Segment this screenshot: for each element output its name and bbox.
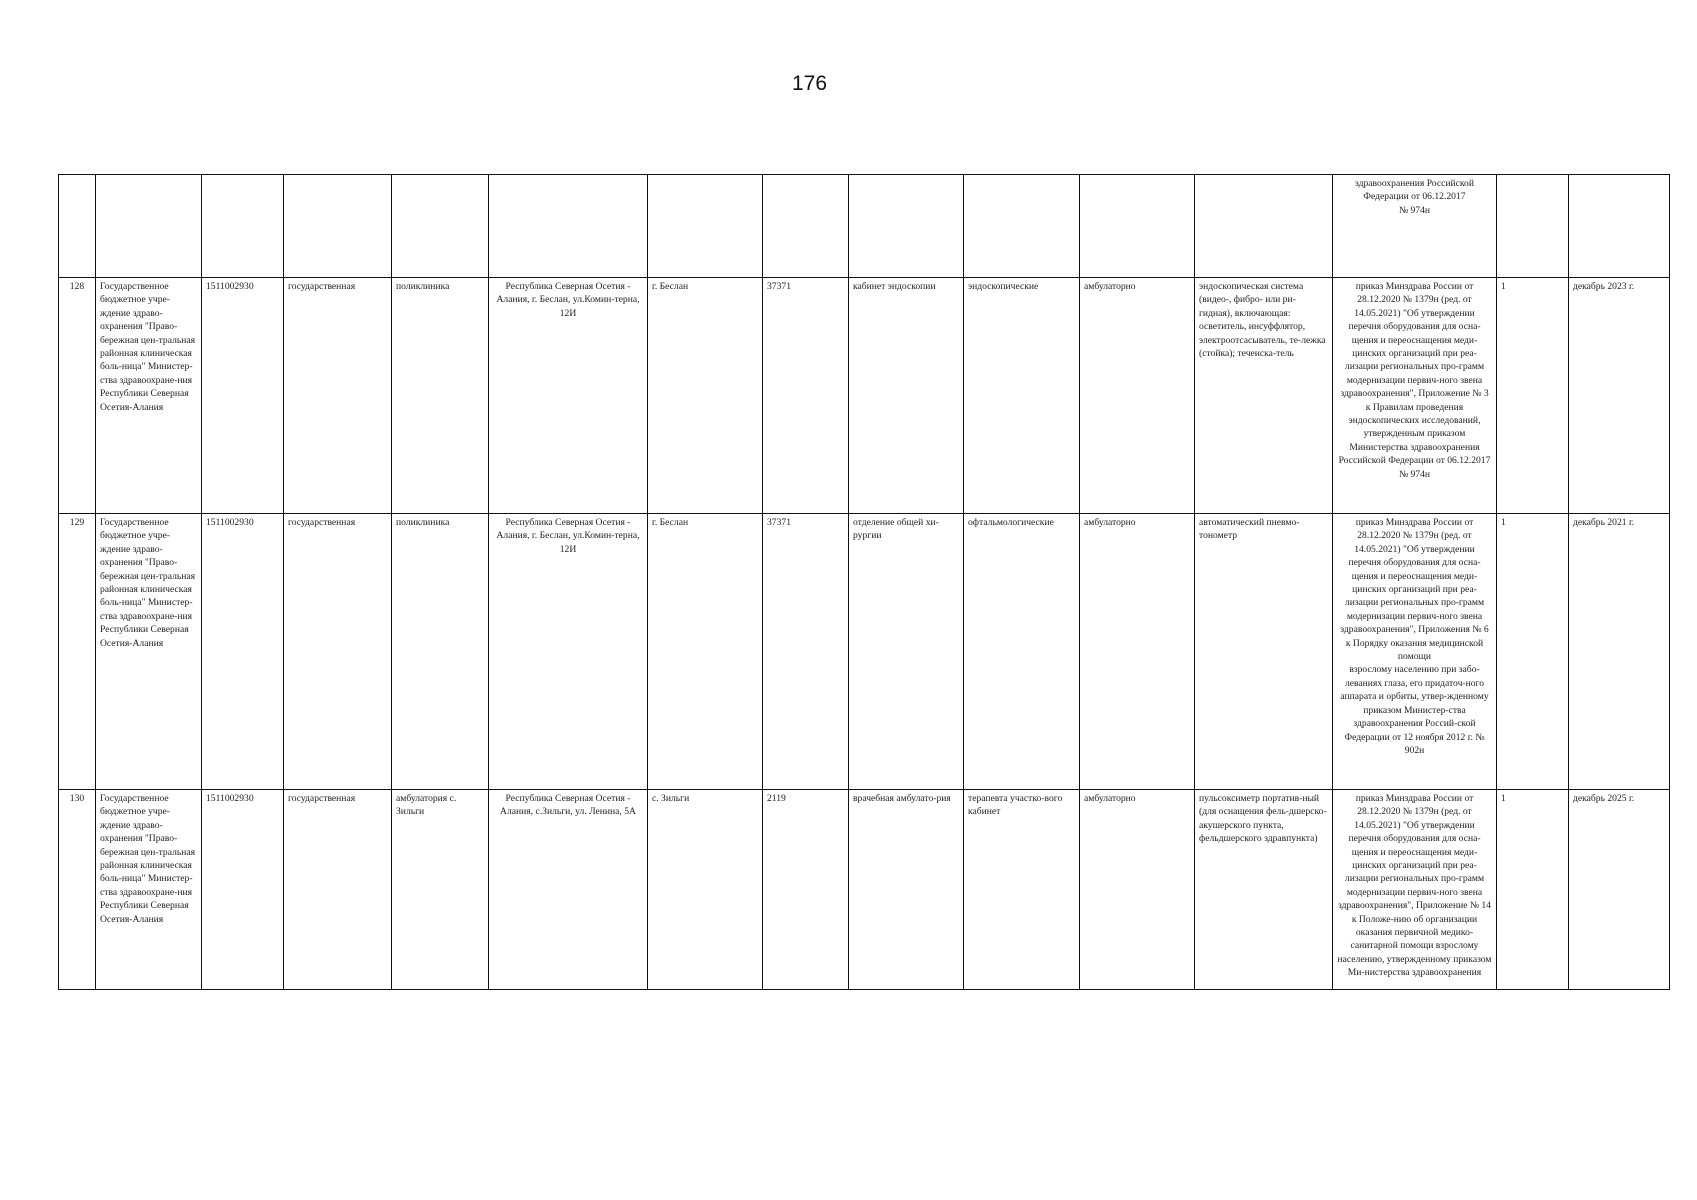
table-row xyxy=(59,790,1670,990)
cell-basis: здравоохранения Российской Федерации от 06.12.2017 № 974н xyxy=(1333,175,1497,278)
cell-care-form: амбулаторно xyxy=(1080,790,1195,990)
cell-org: Государственное бюджетное учре-ждение здраво-охранения "Право-бережная цен-тральная районная клиническая боль-ница" Министер-ства здравоохране-ния Республики Северная Осетия-Алания xyxy=(96,514,202,790)
cell-inn: 1511002930 xyxy=(202,278,284,514)
cell-equipment xyxy=(1195,175,1333,278)
cell-date: декабрь 2023 г. xyxy=(1569,278,1670,514)
cell-quantity: 1 xyxy=(1497,790,1569,990)
cell-locality xyxy=(648,175,763,278)
cell-care-form: амбулаторно xyxy=(1080,514,1195,790)
cell-date xyxy=(1569,175,1670,278)
cell-address: Республика Северная Осетия - Алания, г. Беслан, ул.Комин-терна, 12И xyxy=(489,514,648,790)
equipment-register-table xyxy=(58,174,1670,990)
cell-org: Государственное бюджетное учре-ждение здраво-охранения "Право-бережная цен-тральная районная клиническая боль-ница" Министер-ства здравоохране-ния Республики Северная Осетия-Алания xyxy=(96,790,202,990)
cell-profile: терапевта участко-вого кабинет xyxy=(964,790,1080,990)
cell-num xyxy=(59,175,96,278)
cell-quantity xyxy=(1497,175,1569,278)
cell-inn xyxy=(202,175,284,278)
cell-inn: 1511002930 xyxy=(202,514,284,790)
cell-care-form xyxy=(1080,175,1195,278)
cell-quantity: 1 xyxy=(1497,514,1569,790)
cell-unit-type: амбулатория с. Зильги xyxy=(392,790,489,990)
cell-num: 129 xyxy=(59,514,96,790)
cell-department: врачебная амбулато-рия xyxy=(849,790,964,990)
cell-population xyxy=(763,175,849,278)
cell-locality: г. Беслан xyxy=(648,278,763,514)
cell-profile xyxy=(964,175,1080,278)
continuation-row xyxy=(59,175,1670,278)
cell-unit-type: поликлиника xyxy=(392,514,489,790)
cell-ownership: государственная xyxy=(284,278,392,514)
cell-address: Республика Северная Осетия - Алания, с.Зильги, ул. Ленина, 5А xyxy=(489,790,648,990)
cell-num: 128 xyxy=(59,278,96,514)
cell-ownership: государственная xyxy=(284,514,392,790)
cell-address: Республика Северная Осетия - Алания, г. Беслан, ул.Комин-терна, 12И xyxy=(489,278,648,514)
cell-population: 37371 xyxy=(763,514,849,790)
cell-address xyxy=(489,175,648,278)
cell-locality: г. Беслан xyxy=(648,514,763,790)
cell-basis: приказ Минздрава России от 28.12.2020 № 1379н (ред. от 14.05.2021) "Об утверждении перечня оборудования для осна-щения и переоснащения меди-цинских организаций при реа-лизации региональных про-грамм модернизации первич-ного звена здравоохранения", Приложение № 3 к Правилам проведения эндоскопических исследований, утвержденным приказом Министерства здравоохранения Российской Федерации от 06.12.2017 № 974н xyxy=(1333,278,1497,514)
cell-locality: с. Зильги xyxy=(648,790,763,990)
cell-inn: 1511002930 xyxy=(202,790,284,990)
cell-date: декабрь 2021 г. xyxy=(1569,514,1670,790)
cell-equipment: пульсоксиметр портатив-ный (для оснащения фель-дшерско-акушерского пункта, фельдшерского здравпункта) xyxy=(1195,790,1333,990)
cell-care-form: амбулаторно xyxy=(1080,278,1195,514)
cell-equipment: автоматический пневмо-тонометр xyxy=(1195,514,1333,790)
cell-org: Государственное бюджетное учре-ждение здраво-охранения "Право-бережная цен-тральная районная клиническая боль-ница" Министер-ства здравоохране-ния Республики Северная Осетия-Алания xyxy=(96,278,202,514)
cell-ownership xyxy=(284,175,392,278)
cell-unit-type xyxy=(392,175,489,278)
cell-unit-type: поликлиника xyxy=(392,278,489,514)
cell-department: кабинет эндоскопии xyxy=(849,278,964,514)
cell-num: 130 xyxy=(59,790,96,990)
table-row xyxy=(59,514,1670,790)
cell-equipment: эндоскопическая система (видео-, фибро- или ри-гидная), включающая: осветитель, инсуффлятор, электроотсасыватель, те-лежка (стойка); течеиска-тель xyxy=(1195,278,1333,514)
cell-department xyxy=(849,175,964,278)
cell-basis: приказ Минздрава России от 28.12.2020 № 1379н (ред. от 14.05.2021) "Об утверждении перечня оборудования для осна-щения и переоснащения меди-цинских организаций при реа-лизации региональных про-грамм модернизации первич-ного звена здравоохранения", Приложение № 14 к Положе-нию об организации оказания первичной медико-санитарной помощи взрослому населению, утвержденному приказом Ми-нистерства здравоохранения xyxy=(1333,790,1497,990)
cell-department: отделение общей хи-рургии xyxy=(849,514,964,790)
page-number: 176 xyxy=(791,72,828,95)
cell-profile: офтальмологические xyxy=(964,514,1080,790)
cell-basis: приказ Минздрава России от 28.12.2020 № 1379н (ред. от 14.05.2021) "Об утверждении перечня оборудования для осна-щения и переоснащения меди-цинских организаций при реа-лизации региональных про-грамм модернизации первич-ного звена здравоохранения", Приложения № 6 к Порядку оказания медицинской помощи взрослому населению при забо-леваниях глаза, его придаточ-ного аппарата и орбиты, утвер-жденному приказом Министер-ства здравоохранения Россий-ской Федерации от 12 ноября 2012 г. № 902н xyxy=(1333,514,1497,790)
cell-profile: эндоскопические xyxy=(964,278,1080,514)
cell-date: декабрь 2025 г. xyxy=(1569,790,1670,990)
cell-population: 2119 xyxy=(763,790,849,990)
cell-ownership: государственная xyxy=(284,790,392,990)
cell-org xyxy=(96,175,202,278)
cell-quantity: 1 xyxy=(1497,278,1569,514)
cell-population: 37371 xyxy=(763,278,849,514)
table-row xyxy=(59,278,1670,514)
